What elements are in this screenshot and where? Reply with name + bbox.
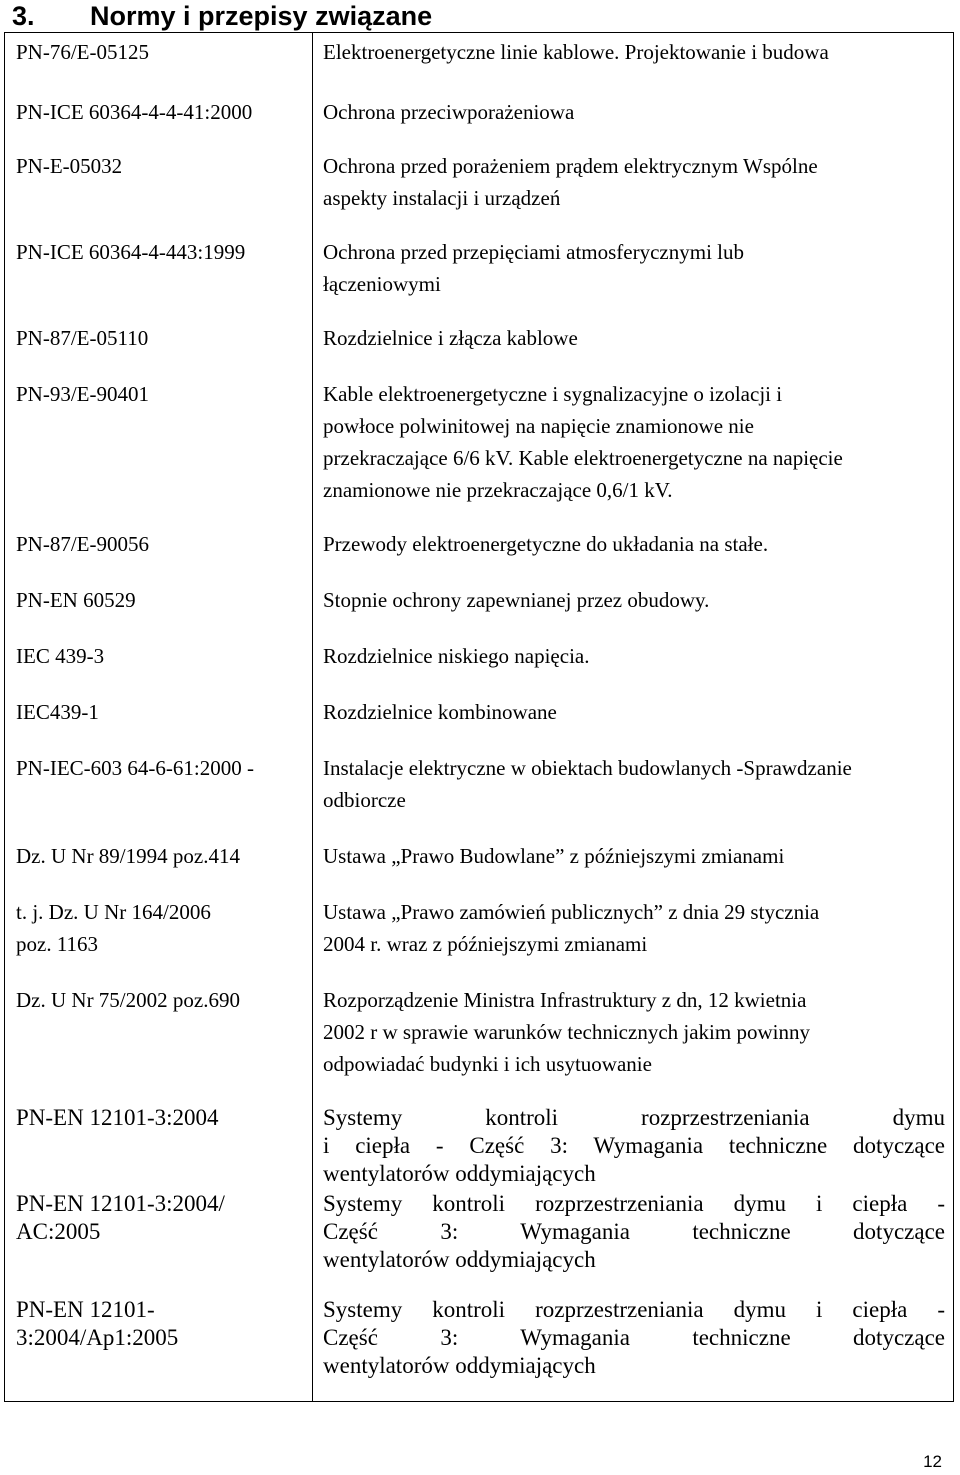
- table-column-divider: [312, 32, 313, 1402]
- standard-code: [16, 96, 306, 128]
- standard-code: [16, 640, 306, 672]
- standard-code: [16, 1296, 306, 1352]
- standard-description-line: Część 3: Wymagania techniczne dotyczące: [323, 1219, 945, 1244]
- standard-code: [16, 896, 306, 960]
- standard-description: [323, 378, 945, 506]
- standard-code-line: PN-ICE 60364-4-4-41:2000: [16, 100, 253, 124]
- standard-description: [323, 322, 945, 354]
- standard-code: [16, 236, 306, 268]
- standard-description-line: Rozdzielnice niskiego napięcia.: [323, 644, 590, 668]
- standard-code-line: PN-EN 60529: [16, 588, 136, 612]
- standard-description-line: Ochrona przeciwporażeniowa: [323, 100, 575, 124]
- standard-description: [323, 1104, 945, 1188]
- standard-description-line: Systemy kontroli rozprzestrzeniania dymu i ciepła -: [323, 1297, 945, 1322]
- standard-description-line: powłoce polwinitowej na napięcie znamionowe nie: [323, 414, 754, 438]
- standard-code: [16, 584, 306, 616]
- standard-code: [16, 378, 306, 410]
- standard-description-line: Rozdzielnice kombinowane: [323, 700, 557, 724]
- standard-code: [16, 696, 306, 728]
- standard-code: [16, 150, 306, 182]
- standard-code-line: Dz. U Nr 89/1994 poz.414: [16, 844, 240, 868]
- standard-description-line: Ustawa „Prawo zamówień publicznych” z dnia 29 stycznia: [323, 900, 820, 924]
- standard-description-line: Systemy kontroli rozprzestrzeniania dymu i ciepła -: [323, 1191, 945, 1216]
- standard-description-line: Rozporządzenie Ministra Infrastruktury z dn, 12 kwietnia: [323, 988, 807, 1012]
- standard-code-line: 3:2004/Ap1:2005: [16, 1325, 179, 1350]
- page-number: 12: [923, 1452, 942, 1471]
- standard-code-line: PN-87/E-90056: [16, 532, 149, 556]
- standard-description-line: Kable elektroenergetyczne i sygnalizacyjne o izolacji i: [323, 382, 783, 406]
- standard-description-line: 2004 r. wraz z późniejszymi zmianami: [323, 932, 648, 956]
- standard-description-line: przekraczające 6/6 kV. Kable elektroenergetyczne na napięcie: [323, 446, 843, 470]
- standard-code-line: PN-87/E-05110: [16, 326, 149, 350]
- standard-description: [323, 752, 945, 816]
- standard-description-line: Przewody elektroenergetyczne do układania na stałe.: [323, 532, 769, 556]
- standard-description: [323, 896, 945, 960]
- standard-description-line: Stopnie ochrony zapewnianej przez obudowy.: [323, 588, 710, 612]
- standard-description: [323, 236, 945, 300]
- standard-description-line: znamionowe nie przekraczające 0,6/1 kV.: [323, 478, 673, 502]
- standard-description-line: wentylatorów oddymiających: [323, 1161, 596, 1186]
- standard-description: [323, 1190, 945, 1274]
- standard-description-line: i ciepła - Część 3: Wymagania techniczne dotyczące: [323, 1133, 945, 1158]
- section-heading: [12, 0, 432, 32]
- standard-code: [16, 322, 306, 354]
- standard-description-line: Ochrona przed przepięciami atmosferycznymi lub: [323, 240, 744, 264]
- standard-description-line: Ochrona przed porażeniem prądem elektrycznym Wspólne: [323, 154, 818, 178]
- standard-description: [323, 840, 945, 872]
- standard-code-line: PN-EN 12101-: [16, 1297, 155, 1322]
- standard-code-line: IEC 439-3: [16, 644, 105, 668]
- standard-code-line: PN-EN 12101-3:2004/: [16, 1191, 225, 1216]
- standard-code-line: Dz. U Nr 75/2002 poz.690: [16, 988, 240, 1012]
- standard-description: [323, 96, 945, 128]
- standard-description-line: odbiorcze: [323, 788, 406, 812]
- standard-description-line: łączeniowymi: [323, 272, 441, 296]
- standard-code: [16, 752, 306, 784]
- standard-description: [323, 36, 945, 68]
- standard-code: [16, 36, 306, 68]
- standard-code-line: IEC439-1: [16, 700, 99, 724]
- standard-description-line: wentylatorów oddymiających: [323, 1353, 596, 1378]
- standard-code: [16, 1104, 306, 1132]
- standard-description: [323, 528, 945, 560]
- section-title: Normy i przepisy związane: [90, 1, 433, 31]
- standard-description-line: odpowiadać budynki i ich usytuowanie: [323, 1052, 652, 1076]
- standard-description-line: Ustawa „Prawo Budowlane” z późniejszymi zmianami: [323, 844, 785, 868]
- standard-code: [16, 984, 306, 1016]
- standard-code-line: PN-EN 12101-3:2004: [16, 1105, 219, 1130]
- standard-code-line: AC:2005: [16, 1219, 101, 1244]
- section-number: 3.: [12, 1, 35, 31]
- standard-description-line: Elektroenergetyczne linie kablowe. Projektowanie i budowa: [323, 40, 829, 64]
- standard-code-line: PN-93/E-90401: [16, 382, 149, 406]
- standard-code: [16, 840, 306, 872]
- standard-description: [323, 584, 945, 616]
- standard-description: [323, 1296, 945, 1380]
- standard-code-line: t. j. Dz. U Nr 164/2006: [16, 900, 211, 924]
- standard-code-line: PN-IEC-603 64-6-61:2000 -: [16, 756, 254, 780]
- standard-description-line: Rozdzielnice i złącza kablowe: [323, 326, 578, 350]
- standard-code-line: PN-ICE 60364-4-443:1999: [16, 240, 246, 264]
- standard-code-line: PN-76/E-05125: [16, 40, 149, 64]
- standard-description-line: 2002 r w sprawie warunków technicznych jakim powinny: [323, 1020, 810, 1044]
- standard-description-line: Systemy kontroli rozprzestrzeniania dymu: [323, 1105, 945, 1130]
- standard-code-line: PN-E-05032: [16, 154, 123, 178]
- standard-code: [16, 1190, 306, 1246]
- standard-code-line: poz. 1163: [16, 932, 99, 956]
- standard-description: [323, 984, 945, 1080]
- standard-code: [16, 528, 306, 560]
- standard-description-line: wentylatorów oddymiających: [323, 1247, 596, 1272]
- standard-description: [323, 150, 945, 214]
- standard-description: [323, 640, 945, 672]
- standard-description: [323, 696, 945, 728]
- standard-description-line: Instalacje elektryczne w obiektach budowlanych -Sprawdzanie: [323, 756, 852, 780]
- standard-description-line: Część 3: Wymagania techniczne dotyczące: [323, 1325, 945, 1350]
- standard-description-line: aspekty instalacji i urządzeń: [323, 186, 561, 210]
